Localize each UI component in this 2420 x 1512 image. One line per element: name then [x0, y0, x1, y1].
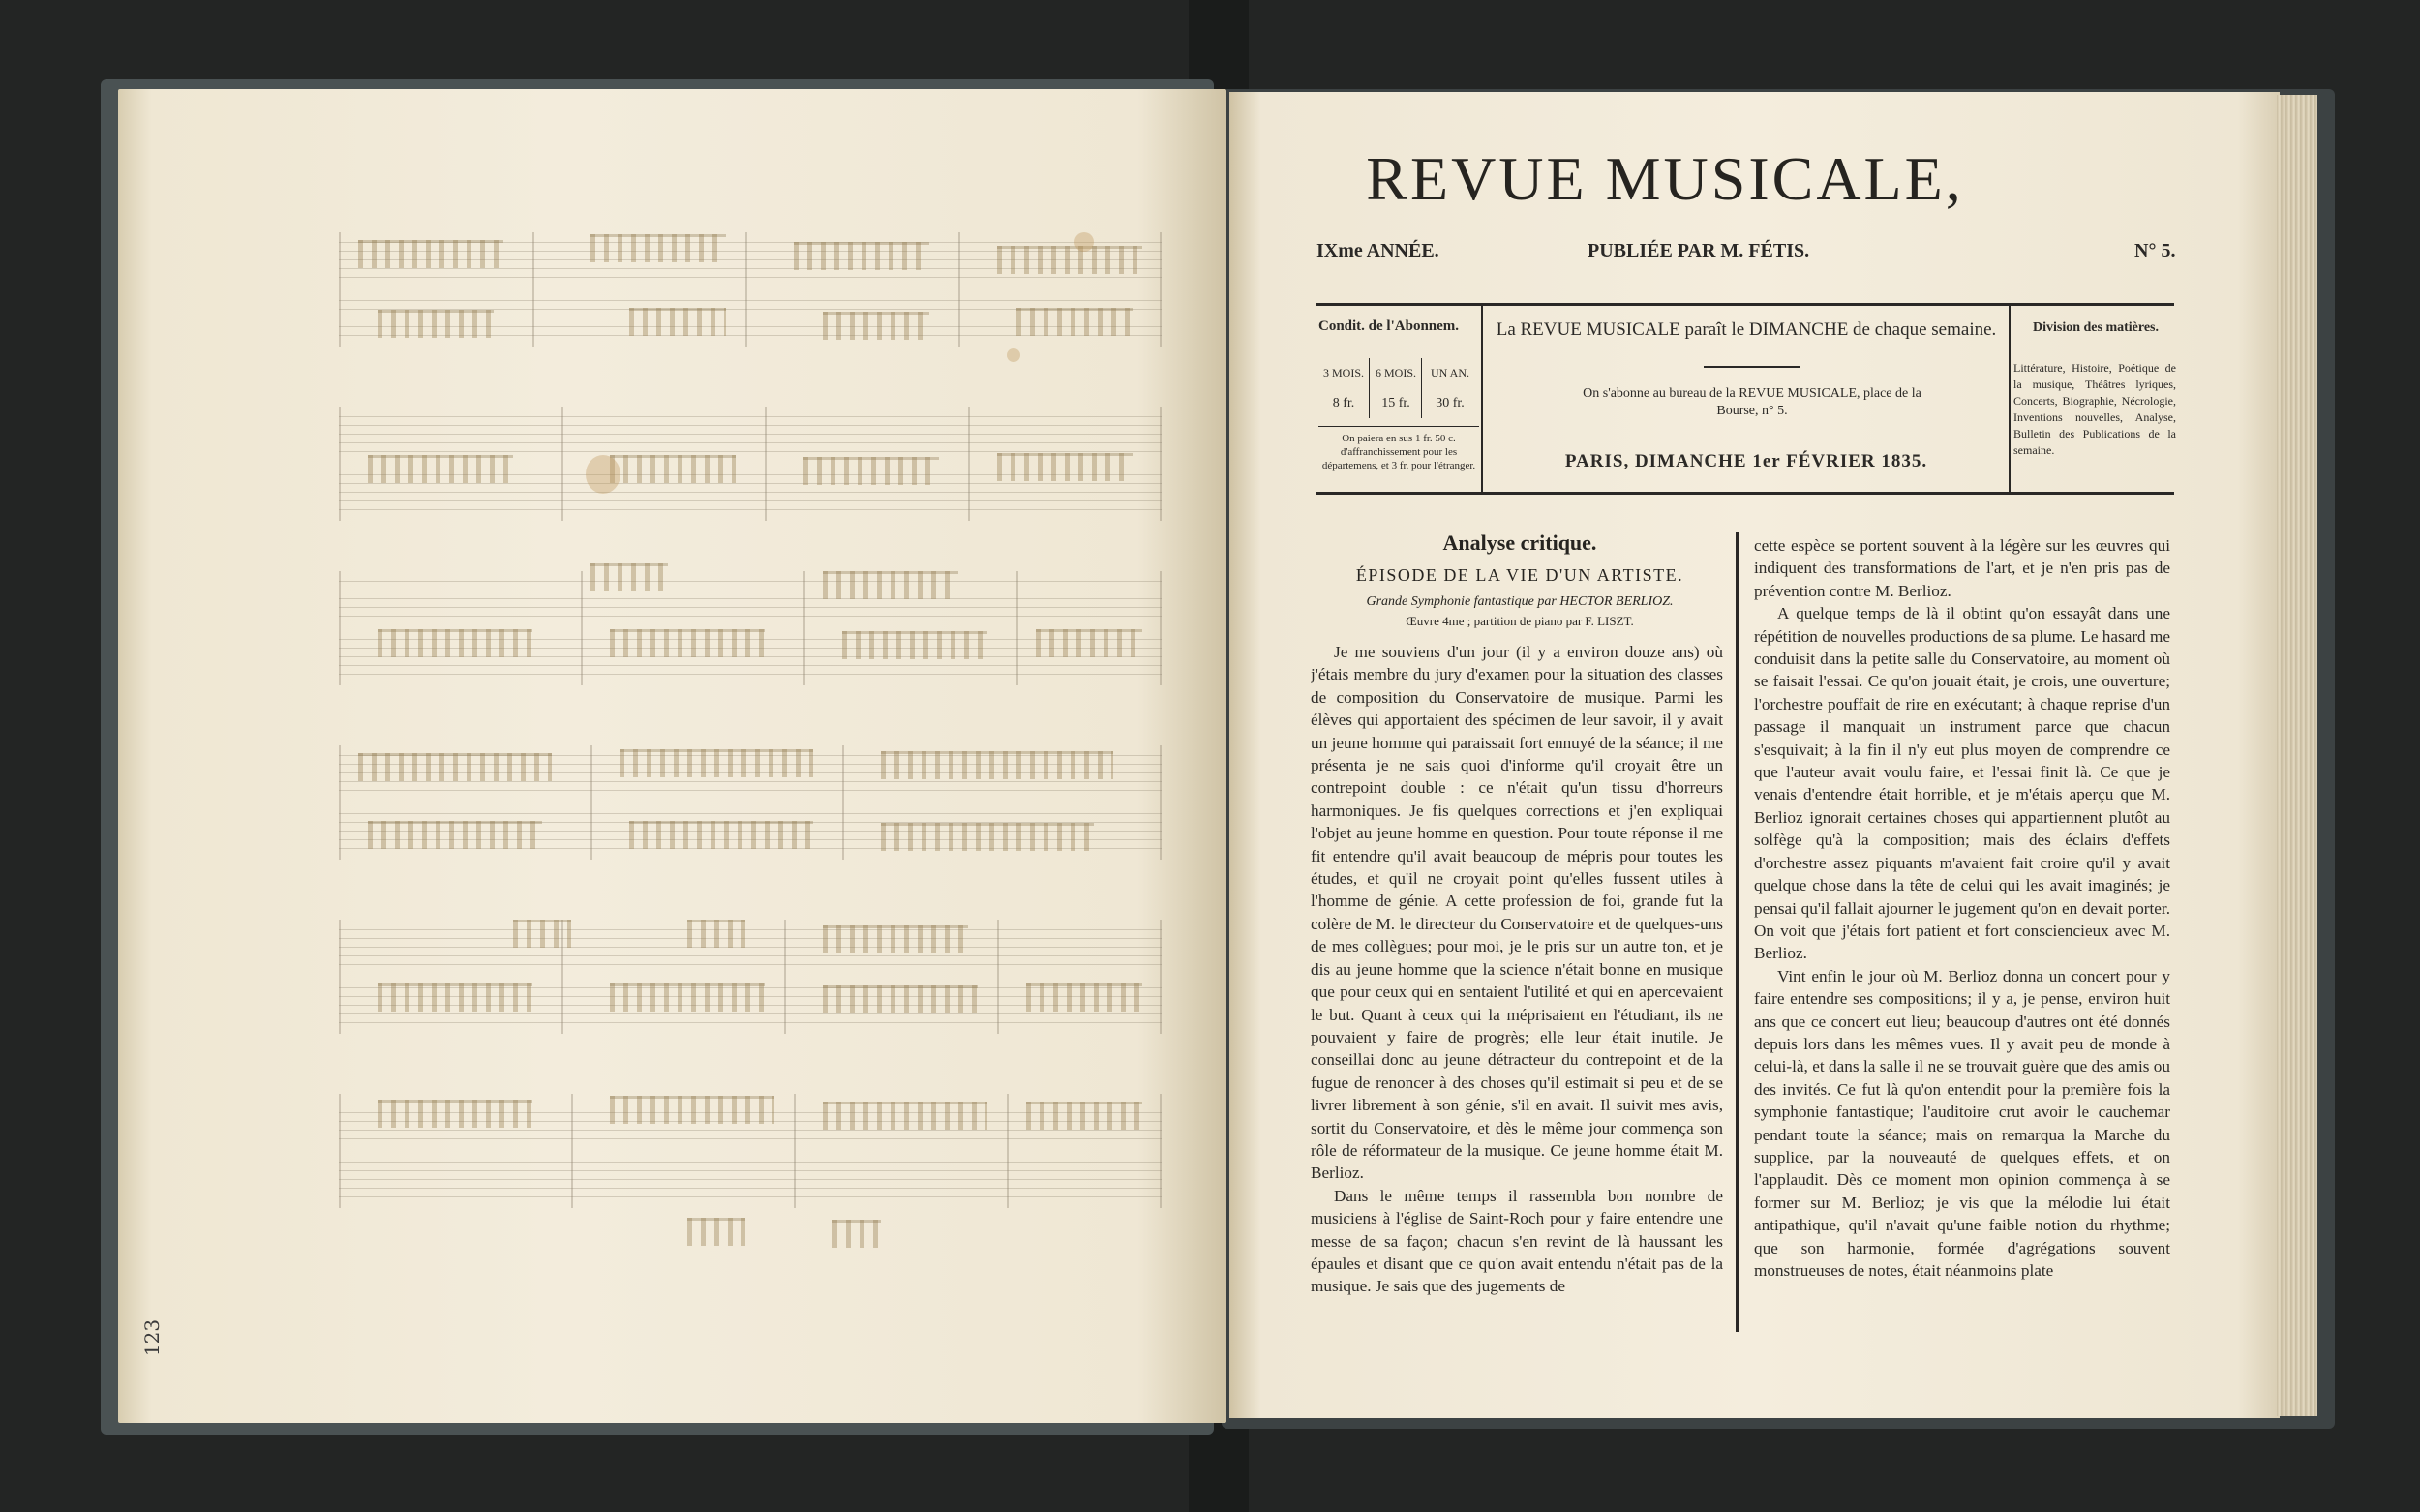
margin-note: 123 [140, 1318, 165, 1357]
ornament-rule [1704, 366, 1800, 368]
subscription-address: On s'abonne au bureau de la REVUE MUSICALE, place de la Bourse, n° 5. [1583, 386, 1921, 418]
paragraph: Je me souviens d'un jour (il y a environ douze ans) où j'étais membre du jury d'examen pour la situation des classes de composition du Conservatoire de musique. Parmi les élèves qui apportaient des spécimen de leur savoir, il y avait un jeune homme qui paraissait fort ennuyé de la séance; il me présenta je ne sais quoi d'informe qu'il croyait être un contrepoint double : ce n'était qu'un tissu d'horreurs harmoniques. Je fis quelques corrections et j'en expliquai l'objet au jeune homme en question. Pour toute réponse il me fit entendre qu'il avait beaucoup de mépris pour toutes les études, et qu'il ne croyait point qu'elles fussent utiles à l'homme de génie. A cette profession de foi, grande fut la colère de M. le directeur du Conservatoire et de quelques-uns de mes collègues; pour moi, je le pris sur un autre ton, et je dis au jeune homme que la science n'était bonne en musique que pour ceux qui en sentaient l'utilité et qui en apercevaient le but. Quant à ceux qui la méprisaient en l'étudiant, ils ne pouvaient y faire de progrès; elle leur était inutile. Je conseillai donc au jeune détracteur du contrepoint et de la fugue de renoncer à des choses qu'il estimait si peu et de se livrer librement à son génie, s'il en avait. Il suivit mes avis, sortit du Conservatoire, et dès le même jour commença son rôle de réformateur de la musique. Ce jeune homme était M. Berlioz. [1311, 643, 1723, 1183]
masthead-title: REVUE MUSICALE, [1366, 144, 1964, 213]
division-heading: Division des matières. [2032, 320, 2159, 335]
publication-notice: La REVUE MUSICALE paraît le DIMANCHE de chaque semaine. [1496, 319, 1997, 340]
header-rule-top [1316, 303, 2174, 306]
box-divider [1481, 306, 1483, 492]
publisher-label: PUBLIÉE PAR M. FÉTIS. [1588, 240, 1810, 261]
article-title: ÉPISODE DE LA VIE D'UN ARTISTE. [1355, 565, 1684, 585]
paragraph: A quelque temps de là il obtint qu'on essayât dans une répétition de nouvelles productions de sa plume. Le hasard me conduisit dans la petite salle du Conservatoire, au moment où se faisait l'essai. Ce qu'on jouait était, je crois, une ouverture; l'orchestre pouffait de rire en exécutant; à chaque reprise d'un passage il manquait un instrument parce que chacun s'esquivait; à la fin il n'y eut plus moyen de comprendre ce que l'auteur avait voulu faire, et l'essai finit là. Ce que je venais d'entendre était horrible, et je m'étais aperçu que M. Berlioz ignorait certaines choses qui appartiennent plutôt au solfège qu'à la composition; mais des éclairs d'effets d'orchestre assez piquants m'avaient fait croire qu'il y avait quelque chose dans la tête de celui qui les avait imaginés; je pensai qu'il fallait ajourner le jugement qu'on en devait porter. On voit que j'étais fort patient et fort consciencieux avec M. Berlioz. [1754, 604, 2170, 963]
price-divider [1421, 358, 1422, 418]
dateline: PARIS, DIMANCHE 1er FÉVRIER 1835. [1564, 451, 1928, 471]
article-subtitle: Grande Symphonie fantastique par HECTOR BERLIOZ. [1366, 594, 1674, 609]
issue-number: N° 5. [2134, 240, 2176, 261]
column-divider [1736, 532, 1739, 1332]
foxing-stain [1007, 348, 1020, 362]
subscription-col: UN AN. [1430, 366, 1469, 379]
subscription-price: 8 fr. [1332, 396, 1355, 410]
music-system [339, 571, 1162, 687]
box-divider [2009, 306, 2011, 492]
subscription-price: 30 fr. [1436, 396, 1465, 410]
article-column-2 [1754, 534, 2170, 1336]
music-system [339, 1094, 1162, 1210]
foxing-stain [1074, 232, 1094, 252]
paragraph: Vint enfin le jour où M. Berlioz donna un concert pour y faire entendre ses compositions; il y a, je pense, environ huit ans que ce concert eut lieu; beaucoup d'autres ont été donnés depuis lors dans les mêmes vues. Il y avait peu de monde à celui-là, et dans la salle il ne se trouvait guère que des amis ou des invités. Ce fut là qu'on entendit pour la première fois la symphonie fantastique; l'auditoire crut avoir le cauchemar pendant toute la séance; mais on remarqua la Marche du supplice, par la nouveauté de quelques effets, et on l'applaudit. Dès ce moment mon opinion commença à se former sur M. Berlioz; je vis que la mélodie lui était antipathique, qu'il n'avait qu'une faible notion du rhythme; que son harmonie, formée d'agrégations souvent monstrueuses de notes, était néanmoins plate [1754, 966, 2170, 1280]
article-subtitle: Œuvre 4me ; partition de piano par F. LISZT. [1406, 614, 1634, 628]
foxing-stain [586, 455, 620, 494]
paragraph: Dans le même temps il rassembla bon nombre de musiciens à l'église de Saint-Roch pour y faire entendre une messe de sa façon; chacun s'en revint de là haussant les épaules et disant que ce qu'on avait entendu n'était pas de la musique. Je sais que des jugements de [1311, 1186, 1723, 1296]
subscription-price: 15 fr. [1381, 396, 1410, 410]
music-system [339, 232, 1162, 348]
subscription-heading: Condit. de l'Abonnem. [1318, 318, 1460, 334]
music-system [339, 920, 1162, 1036]
price-divider [1369, 358, 1370, 418]
subscription-note: On paiera en sus 1 fr. 50 c. d'affranchissement pour les départemens, et 3 fr. pour l'étranger. [1321, 433, 1476, 471]
header-rule-bottom [1316, 492, 2174, 495]
year-label: IXme ANNÉE. [1316, 240, 1439, 261]
article-column-1 [1311, 641, 1723, 1338]
music-system [339, 745, 1162, 862]
division-body: Littérature, Histoire, Poétique de la musique, Théâtres lyriques, Concerts, Biographie, Nécrologie, Inventions nouvelles, Analyse, Bulletin des Publications de la semaine. [2013, 361, 2176, 457]
paragraph: cette espèce se portent souvent à la légère sur les œuvres qui indiquent des transformations de l'art, et je n'en pris pas de prévention contre M. Berlioz. [1754, 536, 2170, 600]
subscription-col: 6 MOIS. [1375, 366, 1416, 379]
section-heading: Analyse critique. [1442, 530, 1597, 555]
music-system [339, 407, 1162, 523]
page-edges [2277, 95, 2317, 1416]
subscription-col: 3 MOIS. [1322, 366, 1364, 379]
subscription-rule [1318, 426, 1479, 427]
sheet-music [339, 232, 1162, 1258]
